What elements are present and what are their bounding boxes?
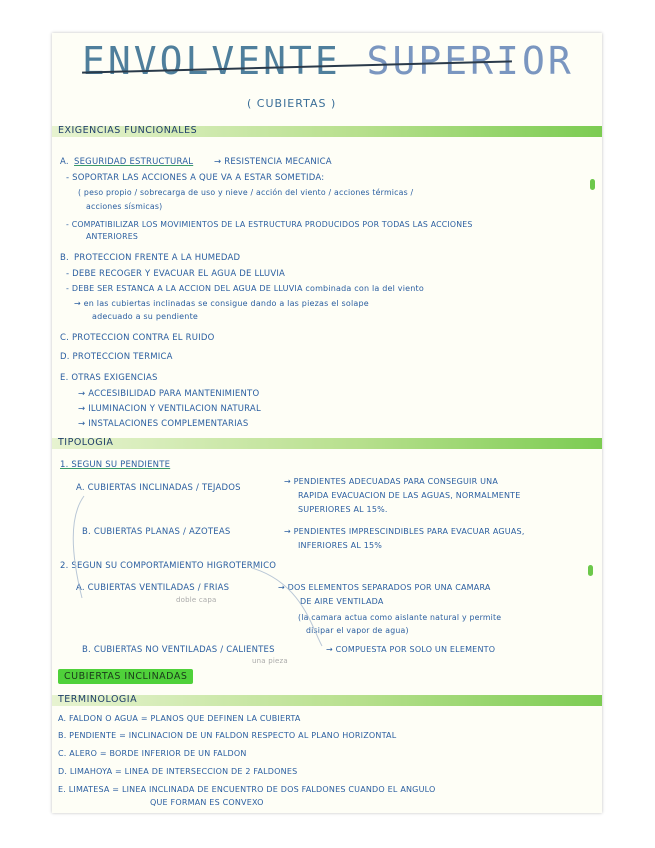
exigencia-a-arrow: → RESISTENCIA MECANICA (214, 157, 332, 167)
term-c: C. ALERO = BORDE INFERIOR DE UN FALDON (58, 749, 247, 758)
exigencia-e-line1: → ACCESIBILIDAD PARA MANTENIMIENTO (78, 389, 260, 399)
tipologia-1b-line2: INFERIORES AL 15% (298, 541, 383, 550)
tipologia-2a-note: doble capa (176, 596, 217, 604)
section-heading-terminologia: TERMINOLOGIA (58, 694, 138, 705)
tipologia-2a: A. CUBIERTAS VENTILADAS / FRIAS (76, 583, 230, 593)
exigencia-d: D. PROTECCION TERMICA (60, 352, 173, 362)
tipologia-2a-line2: DE AIRE VENTILADA (300, 597, 384, 606)
term-d: D. LIMAHOYA = LINEA DE INTERSECCION DE 2 FALDONES (58, 767, 298, 776)
tipologia-2a-line3: (la camara actua como aislante natural y permite (298, 613, 502, 622)
exigencia-b-line4: adecuado a su pendiente (92, 312, 199, 321)
tipologia-1a-line3: SUPERIORES AL 15%. (298, 505, 388, 514)
term-e: E. LIMATESA = LINEA INCLINADA DE ENCUENTRO DE DOS FALDONES CUANDO EL ANGULO (58, 785, 436, 794)
tipologia-2a-line4: disipar el vapor de agua) (306, 626, 409, 635)
tipologia-2: 2. SEGUN SU COMPORTAMIENTO HIGROTERMICO (60, 561, 277, 571)
term-b: B. PENDIENTE = INCLINACION DE UN FALDON RESPECTO AL PLANO HORIZONTAL (58, 731, 397, 740)
page-title: ENVOLVENTE SUPERIOR (82, 39, 574, 83)
section-heading-tipologia: TIPOLOGIA (58, 437, 114, 448)
tipologia-1b: B. CUBIERTAS PLANAS / AZOTEAS (82, 527, 231, 537)
exigencia-a-line2: ( peso propio / sobrecarga de uso y nieve / acción del viento / acciones térmicas / (78, 188, 414, 197)
exigencia-b-line2: - DEBE SER ESTANCA A LA ACCION DEL AGUA DE LLUVIA combinada con la del viento (66, 284, 424, 293)
exigencia-a-line5: ANTERIORES (86, 232, 139, 241)
exigencia-a-title: SEGURIDAD ESTRUCTURAL (74, 157, 194, 167)
tipologia-2b: B. CUBIERTAS NO VENTILADAS / CALIENTES (82, 645, 275, 655)
exigencia-c: C. PROTECCION CONTRA EL RUIDO (60, 333, 215, 343)
exigencia-a-line4: - COMPATIBILIZAR LOS MOVIMIENTOS DE LA ESTRUCTURA PRODUCIDOS POR TODAS LAS ACCIONES (66, 220, 473, 229)
exigencia-a-line3: acciones sísmicas) (86, 202, 163, 211)
exigencia-e-line3: → INSTALACIONES COMPLEMENTARIAS (78, 419, 249, 429)
margin-mark (590, 179, 595, 190)
margin-mark (588, 565, 593, 576)
exigencia-b-label: B. (60, 253, 69, 263)
exigencia-a-line1: - SOPORTAR LAS ACCIONES A QUE VA A ESTAR SOMETIDA: (66, 173, 325, 183)
page-subtitle: ( CUBIERTAS ) (247, 97, 337, 110)
exigencia-e-line2: → ILUMINACION Y VENTILACION NATURAL (78, 404, 261, 414)
tipologia-2b-arrow: → COMPUESTA POR SOLO UN ELEMENTO (326, 645, 496, 654)
exigencia-a-label: A. (60, 157, 69, 167)
tipologia-2a-arrow: → DOS ELEMENTOS SEPARADOS POR UNA CAMARA (278, 583, 491, 592)
section-heading-exigencias: EXIGENCIAS FUNCIONALES (58, 125, 198, 136)
section-bar-tipologia (52, 438, 602, 449)
tipologia-1: 1. SEGUN SU PENDIENTE (60, 460, 171, 470)
bracket-curves (72, 488, 332, 648)
notebook-page (52, 33, 602, 813)
section-heading-cubiertas-inclinadas: CUBIERTAS INCLINADAS (58, 671, 193, 682)
tipologia-1b-arrow: → PENDIENTES IMPRESCINDIBLES PARA EVACUAR AGUAS, (284, 527, 525, 536)
exigencia-b-line3: → en las cubiertas inclinadas se consigue dando a las piezas el solape (74, 299, 369, 308)
tipologia-1a-line2: RAPIDA EVACUACION DE LAS AGUAS, NORMALMENTE (298, 491, 521, 500)
term-a: A. FALDON O AGUA = PLANOS QUE DEFINEN LA CUBIERTA (58, 714, 301, 723)
tipologia-1a-arrow: → PENDIENTES ADECUADAS PARA CONSEGUIR UNA (284, 477, 499, 486)
tipologia-1a: A. CUBIERTAS INCLINADAS / TEJADOS (76, 483, 241, 493)
exigencia-e: E. OTRAS EXIGENCIAS (60, 373, 158, 383)
exigencia-b-title: PROTECCION FRENTE A LA HUMEDAD (74, 253, 241, 263)
exigencia-b-line1: - DEBE RECOGER Y EVACUAR EL AGUA DE LLUVIA (66, 269, 286, 279)
term-e-line2: QUE FORMAN ES CONVEXO (150, 798, 264, 807)
tipologia-2b-note: una pieza (252, 657, 288, 665)
